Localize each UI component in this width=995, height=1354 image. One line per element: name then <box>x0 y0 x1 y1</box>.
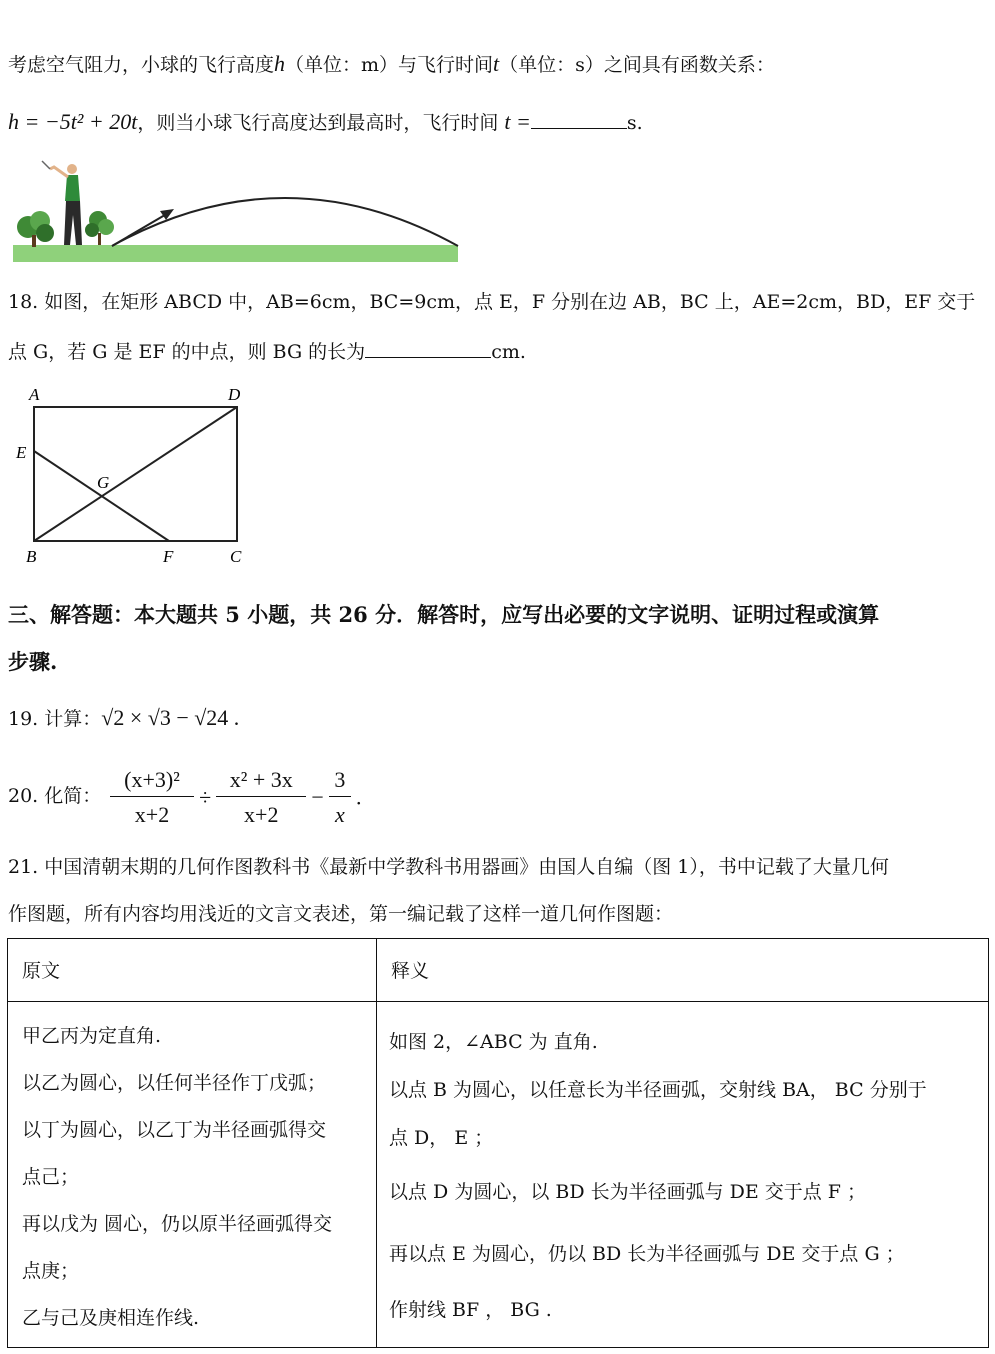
label-g: G <box>97 473 110 492</box>
frac1-numerator: (x+3)² <box>124 767 180 792</box>
q20-expression: $\frac{\text{(x+3)²}}{x+2}$ ÷ $\frac{\text{x² + 3x}}{x+2}$ − $\frac{3}{x}$ . <box>110 764 361 836</box>
rectangle-figure <box>12 382 252 572</box>
label-e: E <box>16 443 27 462</box>
answer-blank <box>365 337 491 358</box>
q21-line2: 作图题，所有内容均用浅近的文言文表述，第一编记载了这样一道几何作图题： <box>8 903 674 925</box>
frac3-denominator: x <box>329 796 351 831</box>
comparison-table <box>7 938 989 1348</box>
q17-formula: h = −5t² + 20t <box>8 109 138 134</box>
q21-line1: 21. 中国清朝末期的几何作图教科书《最新中学教科书用器画》由国人自编（图 1），书中记载了大量几何 <box>8 856 889 878</box>
q20-label: 20. 化简： <box>8 785 102 807</box>
table-header-left: 原文 <box>8 939 377 1002</box>
q17-line2: h = −5t² + 20t，则当小球飞行高度达到最高时，飞行时间 t = s. <box>8 109 643 134</box>
q18-line1: 18. 如图，在矩形 ABCD 中，AB=6cm，BC=9cm，点 E，F 分别在边 AB，BC 上，AE=2cm，BD，EF 交于 <box>8 291 976 313</box>
frac2-numerator: x² + 3x <box>229 767 293 792</box>
q17-line1: 考虑空气阻力，小球的飞行高度h（单位：m）与飞行时间t（单位：s）之间具有函数关系： <box>8 51 775 76</box>
frac2-denominator: x+2 <box>216 796 306 831</box>
ball-trajectory <box>112 198 458 246</box>
bush-right-icon <box>85 211 114 245</box>
q18-line2: 点 G，若 G 是 EF 的中点，则 BG 的长为 cm. <box>8 337 526 364</box>
launch-arrow <box>112 212 170 246</box>
label-f: F <box>163 547 174 566</box>
divide-operator: ÷ <box>199 784 212 810</box>
label-c: C <box>230 547 242 566</box>
answer-blank <box>531 108 627 129</box>
table-cell-original: 甲乙丙为定直角. 以乙为圆心，以任何半径作丁戊弧； 以丁为圆心，以乙丁为半径画弧得交 点己； 再以戊为 圆心，仍以原半径画弧得交 点庚； 乙与己及庚相连作线. <box>8 1002 377 1348</box>
section-heading: 三、解答题：本大题共 5 小题，共 26 分．解答时，应写出必要的文字说明、证明过程或演算 <box>8 602 880 627</box>
label-d: D <box>228 385 241 404</box>
table-header-right: 释义 <box>377 939 989 1002</box>
frac3-numerator: 3 <box>334 767 346 792</box>
golf-figure <box>10 155 460 265</box>
grass-strip <box>13 245 458 262</box>
bush-left-icon <box>17 211 54 247</box>
table-cell-explanation: 如图 2，∠ABC 为 直角. 以点 B 为圆心，以任意长为半径画弧，交射线 BA， BC 分别于 点 D， E ； 以点 D 为圆心，以 BD 长为半径画弧与 DE 交于点 F ； 再以点 E 为圆心，仍以 BD 长为半径画弧与 DE 交于点 G ； 作射线 BF ， BG . <box>377 1002 989 1348</box>
frac1-denominator: x+2 <box>110 796 194 831</box>
q19: 19. 计算：√2 × √3 − √24 . <box>8 705 240 730</box>
section-heading-cont: 步骤. <box>8 649 58 674</box>
q19-expression: √2 × √3 − √24 . <box>101 705 240 730</box>
label-a: A <box>29 385 40 404</box>
label-b: B <box>26 547 37 566</box>
segment-bd <box>34 407 237 541</box>
minus-operator: − <box>311 784 324 810</box>
